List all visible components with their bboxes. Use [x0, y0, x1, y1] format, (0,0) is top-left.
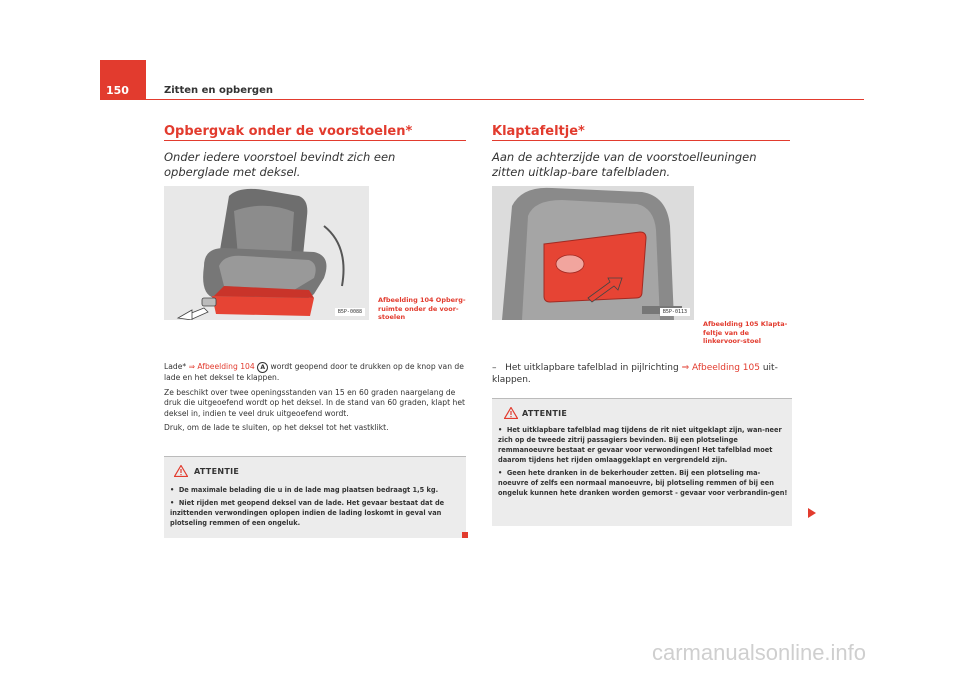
right-figure-caption: Afbeelding 105 Klapta-feltje van de linkervoor-stoel	[703, 320, 788, 345]
warning-triangle-icon	[504, 407, 518, 419]
continue-arrow-icon	[808, 508, 816, 518]
figure-104-link[interactable]: ⇒ Afbeelding 104	[188, 362, 255, 371]
left-figure-caption: Afbeelding 104 Opberg-ruimte onder de voor-stoelen	[378, 296, 466, 321]
left-body	[164, 362, 466, 438]
left-para-3: Druk, om de lade te sluiten, op het deksel tot het vastklikt.	[164, 423, 389, 432]
step-dash: –	[492, 363, 497, 373]
step-suffix: uit-klappen.	[492, 363, 778, 385]
folding-table-illustration	[492, 186, 694, 320]
left-section-rule	[164, 140, 466, 141]
section-header-title: Zitten en opbergen	[164, 85, 273, 96]
right-warning-item: • Het uitklapbare tafelblad mag tijdens de rit niet uitgeklapt zijn, wan-neer zich op de tweede zitrij passagiers bevinden. Bij een plotselinge remmanoeuvre bestaat er gevaar voor verwondingen! Het tafelblad moet daarom tijdens het rijden omlaaggeklapt en vergrendeld zijn.	[498, 426, 782, 464]
callout-a-badge: A	[257, 362, 268, 373]
figure-105-link[interactable]: ⇒ Afbeelding 105	[681, 363, 760, 373]
left-warning-body	[170, 485, 462, 531]
warning-triangle-icon	[174, 465, 188, 477]
seat-drawer-illustration	[164, 186, 369, 320]
right-warning-title: ATTENTIE	[522, 409, 568, 418]
figure-code: B5P-0113	[660, 308, 690, 316]
right-section-title: Klaptafeltje*	[492, 124, 585, 139]
right-warning-box	[492, 398, 792, 526]
folding-table-figure	[492, 186, 694, 320]
left-warning-item: • Niet rijden met geopend deksel van de lade. Het gevaar bestaat dat de inzittenden verwondingen oplopen indien de lading loskomt in geval van plotseling remmen of een ongeluk.	[170, 499, 445, 527]
watermark: carmanualsonline.info	[652, 640, 867, 665]
para1-prefix: Lade*	[164, 362, 189, 371]
page-number: 150	[100, 60, 146, 100]
seat-drawer-figure	[164, 186, 369, 320]
left-intro: Onder iedere voorstoel bevindt zich een opberglade met deksel.	[164, 150, 396, 179]
right-warning-body	[498, 425, 788, 501]
step-text: Het uitklapbare tafelblad in pijlrichting	[505, 363, 682, 373]
left-para-2: Ze beschikt over twee openingsstanden van 15 en 60 graden naargelang de druk die uitgeoefend wordt op het deksel. In de stand van 60 graden, klapt het deksel in, indien te veel druk uitgeoefend wordt.	[164, 387, 465, 418]
left-section-title: Opbergvak onder de voorstoelen*	[164, 124, 413, 139]
section-end-mark	[462, 532, 468, 538]
left-warning-title: ATTENTIE	[194, 467, 240, 476]
left-warning-item: • De maximale belading die u in de lade mag plaatsen bedraagt 1,5 kg.	[170, 486, 439, 494]
para1-suffix: wordt geopend door te drukken op de knop van de lade en het deksel te klappen.	[164, 362, 464, 382]
left-warning-box	[164, 456, 466, 538]
header-rule	[146, 99, 864, 100]
left-para-1	[164, 362, 466, 384]
right-step	[492, 362, 790, 386]
right-section-rule	[492, 140, 790, 141]
right-warning-item: • Geen hete dranken in de bekerhouder zetten. Bij een plotseling ma-noeuvre of zelfs een normaal manoeuvre, bij plotseling remmen of bij een ongeluk kunnen hete dranken worden gemorst - gevaar voor verbrandin-gen!	[498, 469, 788, 497]
right-intro: Aan de achterzijde van de voorstoelleuningen zitten uitklap-bare tafelbladen.	[492, 150, 757, 179]
figure-code: B5P-0088	[335, 308, 365, 316]
